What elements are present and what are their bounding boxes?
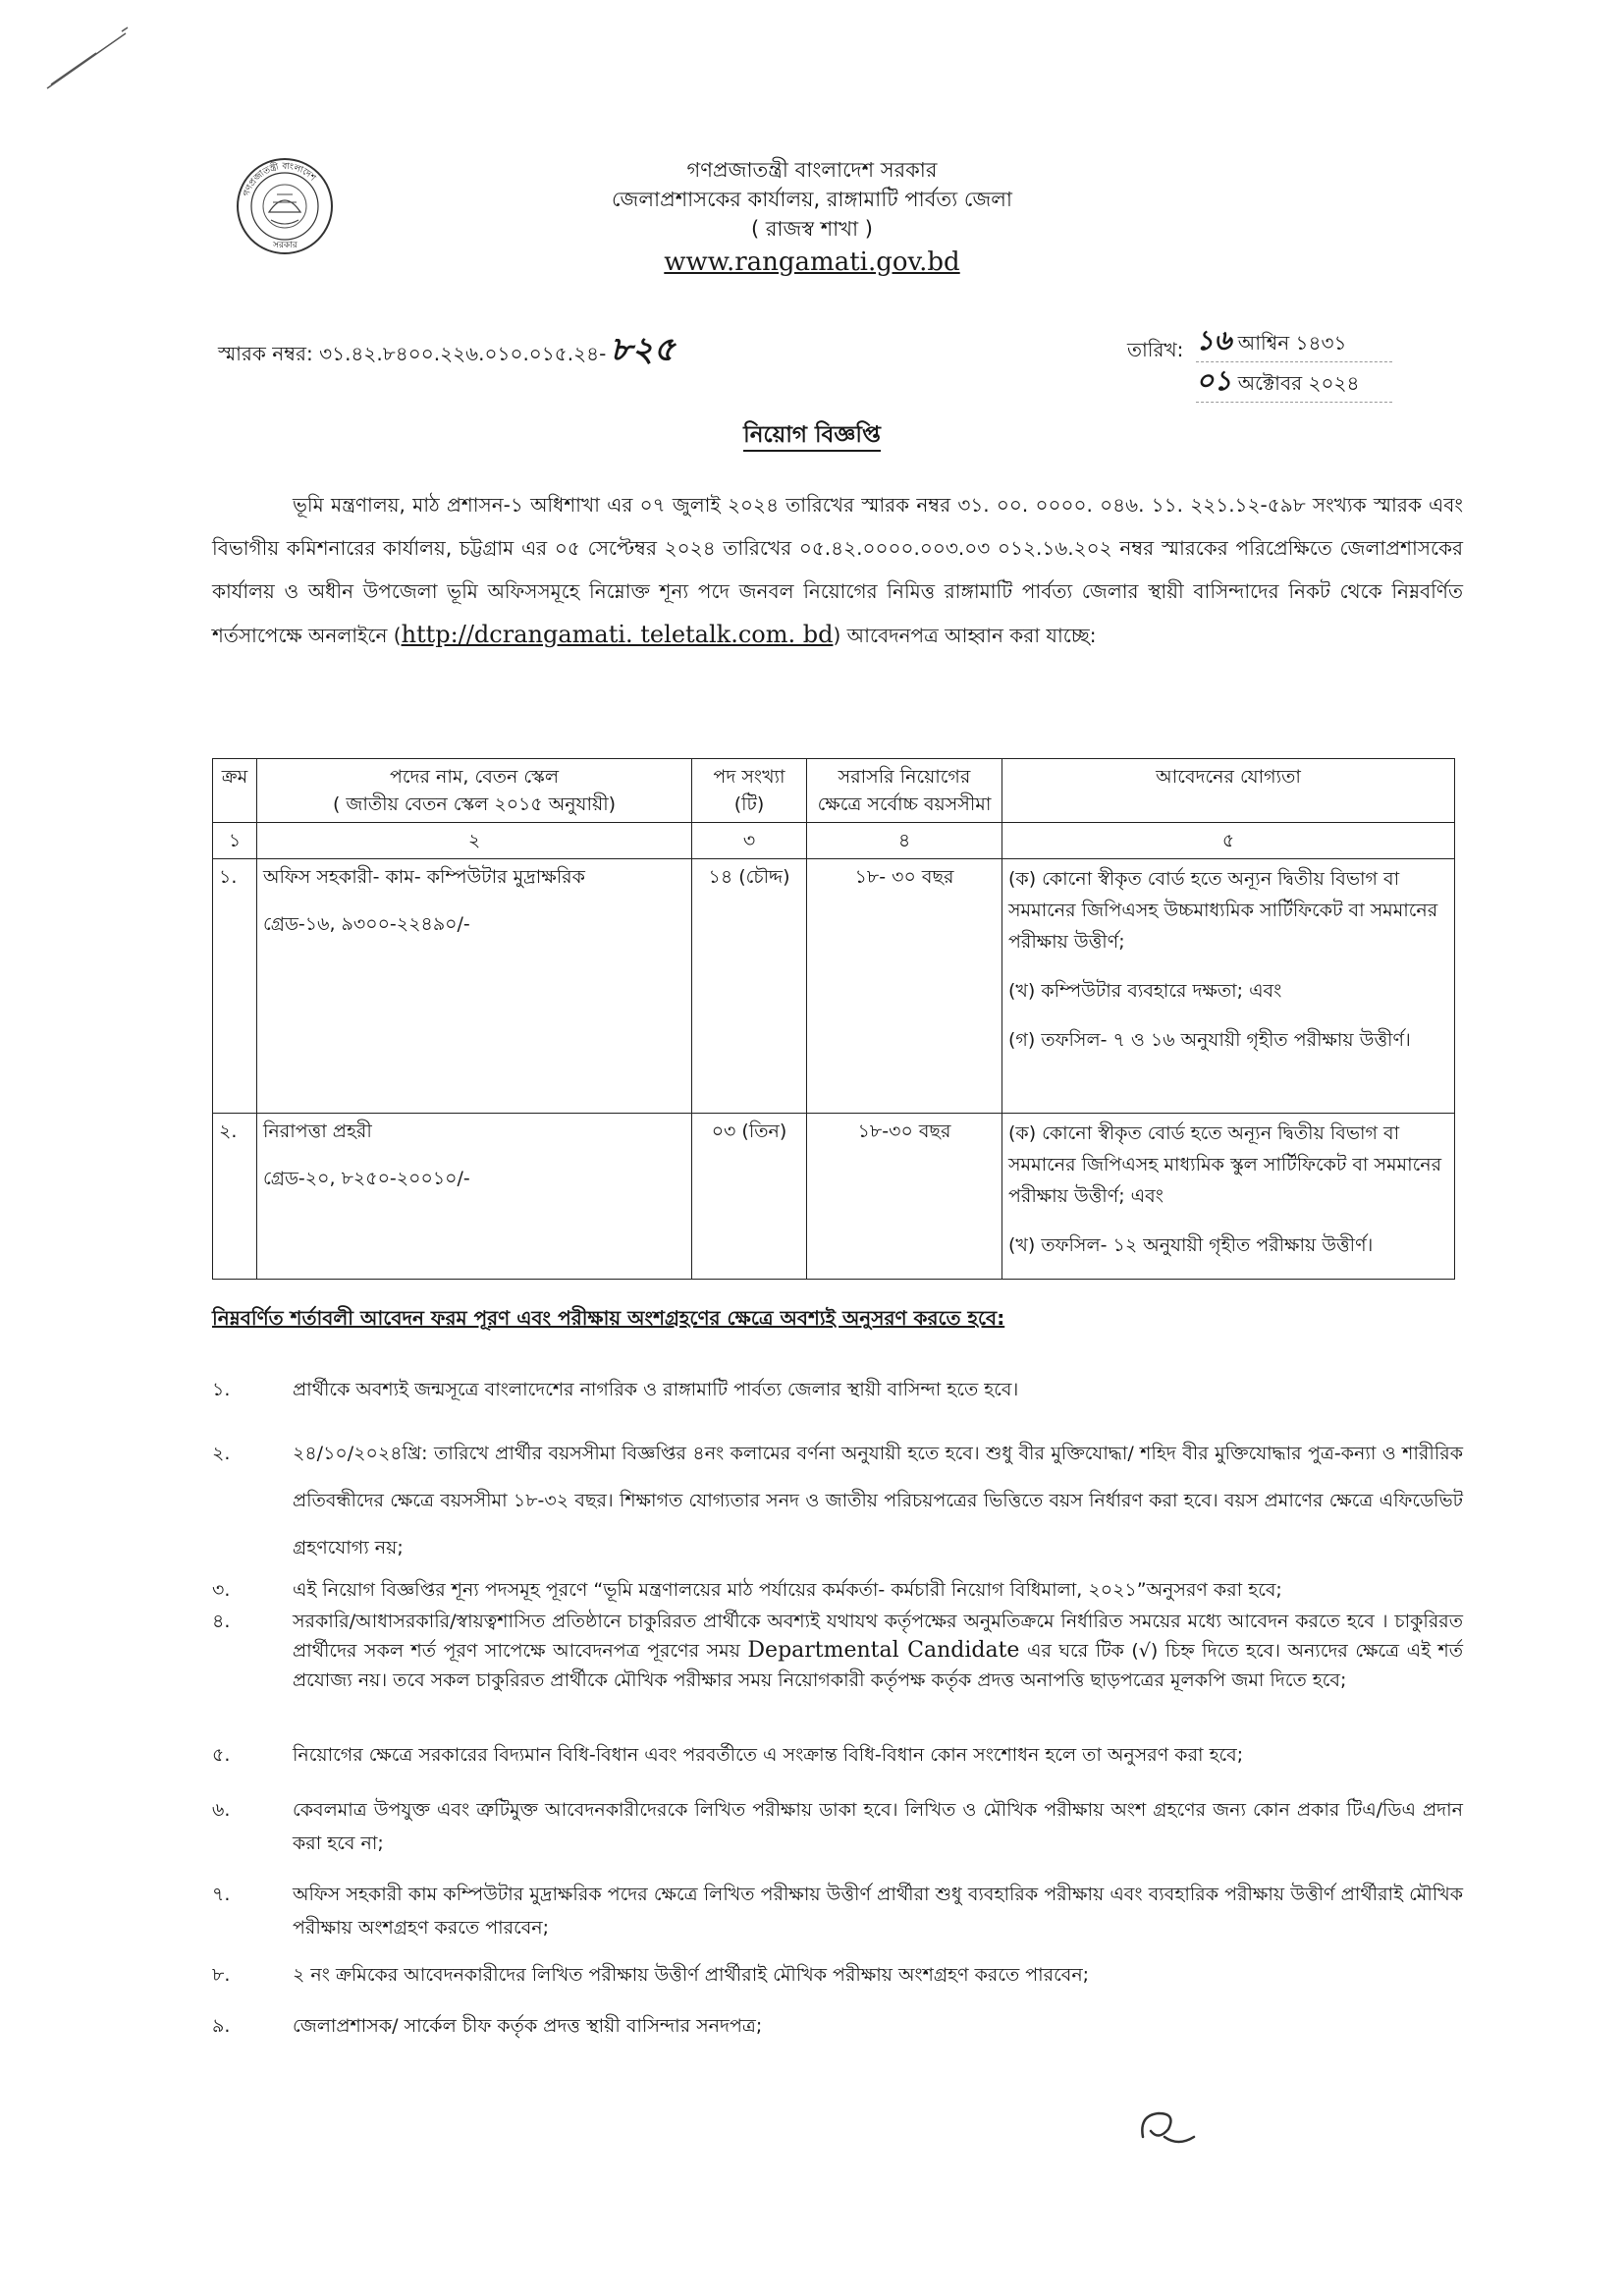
date-english: ০১ অক্টোবর ২০২৪ — [1196, 362, 1392, 403]
header-line-office: জেলাপ্রশাসকের কার্যালয়, রাঙ্গামাটি পার্বত্য জেলা — [612, 188, 1012, 211]
memo-number — [218, 324, 676, 380]
seal-text-top: গণপ্রজাতন্ত্রী বাংলাদেশ — [242, 161, 318, 198]
table-row: ১. অফিস সহকারী- কাম- কম্পিউটার মুদ্রাক্ষরিক গ্রেড-১৬, ৯৩০০-২২৪৯০/- ১৪ (চৌদ্দ) ১৮- ৩০ বছর (ক) কোনো স্বীকৃত বোর্ড হতে অন্যূন দ্বিতীয় বিভাগ বা সমমানের জিপিএসহ উচ্চমাধ্যমিক সার্টিফিকেট বা সমমানের পরীক্ষায় উত্তীর্ণ; (খ) কম্পিউটার ব্যবহারে দক্ষতা; এবং (গ) তফসিল- ৭ ও ১৬ অনুযায়ী গৃহীত পরীক্ষায় উত্তীর্ণ। — [213, 859, 1455, 1114]
condition-item: ৯. জেলাপ্রশাসক/ সার্কেল চীফ কর্তৃক প্রদত্ত স্থায়ী বাসিন্দার সনদপত্র; — [212, 2015, 763, 2037]
pen-scribble — [37, 20, 135, 98]
header-age: সরাসরি নিয়োগের ক্ষেত্রে সর্বোচ্চ বয়সসীমা — [807, 759, 1002, 823]
condition-item: ৫. নিয়োগের ক্ষেত্রে সরকারের বিদ্যমান বিধি-বিধান এবং পরবর্তীতে এ সংক্রান্ত বিধি-বিধান কোন সংশোধন হলে তা অনুসরণ করা হবে; — [212, 1744, 1244, 1766]
table-index-row: ১ ২ ৩ ৪ ৫ — [213, 823, 1455, 859]
application-link[interactable]: http://dcrangamati. teletalk.com. bd — [401, 621, 834, 648]
memo-handwritten-number: ৮২৫ — [610, 330, 676, 369]
condition-item: ১. প্রার্থীকে অবশ্যই জন্মসূত্রে বাংলাদেশের নাগরিক ও রাঙ্গামাটি পার্বত্য জেলার স্থায়ী বাসিন্দা হতে হবে। — [212, 1379, 1019, 1400]
table-row: ২. নিরাপত্তা প্রহরী গ্রেড-২০, ৮২৫০-২০০১০/- ০৩ (তিন) ১৮-৩০ বছর (ক) কোনো স্বীকৃত বোর্ড হতে অন্যূন দ্বিতীয় বিভাগ বা সমমানের জিপিএসহ মাধ্যমিক স্কুল সার্টিফিকেট বা সমমানের পরীক্ষায় উত্তীর্ণ; এবং (খ) তফসিল- ১২ অনুযায়ী গৃহীত পরীক্ষায় উত্তীর্ণ। — [213, 1114, 1455, 1280]
header-serial: ক্রম — [213, 759, 257, 823]
post-cell: অফিস সহকারী- কাম- কম্পিউটার মুদ্রাক্ষরিক গ্রেড-১৬, ৯৩০০-২২৪৯০/- — [257, 859, 692, 1114]
posts-table — [212, 758, 1455, 1280]
condition-item: ৪. সরকারি/আধাসরকারি/স্বায়ত্বশাসিত প্রতিষ্ঠানে চাকুরিরত প্রার্থীকে অবশ্যই যথাযথ কর্তৃপক্ষের অনুমতিক্রমে নির্ধারিত সময়ের মধ্যে আবেদন করতে হবে । চাকুরিরত প্রার্থীদের সকল শর্ত পূরণ সাপেক্ষে আবেদনপত্র পূরণের সময় Departmental Candidate এর ঘরে টিক (√) চিহ্ন দিতে হবে। অন্যদের ক্ষেত্রে এই শর্ত প্রযোজ্য নয়। তবে সকল চাকুরিরত প্রার্থীকে মৌখিক পরীক্ষার সময় নিয়োগকারী কর্তৃপক্ষ কর্তৃক প্রদত্ত অনাপত্তি ছাড়পত্রের মূলকপি জমা দিতে হবে; — [212, 1611, 1463, 1691]
qualification-cell: (ক) কোনো স্বীকৃত বোর্ড হতে অন্যূন দ্বিতীয় বিভাগ বা সমমানের জিপিএসহ উচ্চমাধ্যমিক সার্টিফিকেট বা সমমানের পরীক্ষায় উত্তীর্ণ; (খ) কম্পিউটার ব্যবহারে দক্ষতা; এবং (গ) তফসিল- ৭ ও ১৬ অনুযায়ী গৃহীত পরীক্ষায় উত্তীর্ণ। — [1002, 859, 1455, 1114]
date-block — [1196, 322, 1392, 403]
post-cell: নিরাপত্তা প্রহরী গ্রেড-২০, ৮২৫০-২০০১০/- — [257, 1114, 692, 1280]
condition-item: ৩. এই নিয়োগ বিজ্ঞপ্তির শূন্য পদসমূহ পূরণে “ভূমি মন্ত্রণালয়ের মাঠ পর্যায়ের কর্মকর্তা- কর্মচারী নিয়োগ বিধিমালা, ২০২১”অনুসরণ করা হবে; — [212, 1579, 1282, 1601]
header-website-link[interactable]: www.rangamati.gov.bd — [664, 247, 960, 277]
table-header-row — [213, 759, 1455, 823]
conditions-title: নিম্নবর্ণিত শর্তাবলী আবেদন ফরম পূরণ এবং পরীক্ষায় অংশগ্রহণের ক্ষেত্রে অবশ্যই অনুসরণ করতে হবে: — [212, 1306, 1005, 1330]
header-qualification: আবেদনের যোগ্যতা — [1002, 759, 1455, 823]
condition-item: ২. ২৪/১০/২০২৪খ্রি: তারিখে প্রার্থীর বয়সসীমা বিজ্ঞপ্তির ৪নং কলামের বর্ণনা অনুযায়ী হতে হবে। শুধু বীর মুক্তিযোদ্ধা/ শহিদ বীর মুক্তিযোদ্ধার পুত্র-কন্যা ও শারীরিক প্রতিবন্ধীদের ক্ষেত্রে বয়সসীমা ১৮-৩২ বছর। শিক্ষাগত যোগ্যতার সনদ ও জাতীয় পরিচয়পত্রের ভিত্তিতে বয়স নির্ধারণ করা হবে। বয়স প্রমাণের ক্ষেত্রে এফিডেভিট গ্রহণযোগ্য নয়; — [212, 1443, 1463, 1558]
header-line-government: গণপ্রজাতন্ত্রী বাংলাদেশ সরকার — [686, 158, 938, 182]
condition-item: ৮. ২ নং ক্রমিকের আবেদনকারীদের লিখিত পরীক্ষায় উত্তীর্ণ প্রার্থীরাই মৌখিক পরীক্ষায় অংশগ্রহণ করতে পারবেন; — [212, 1964, 1090, 1986]
date-label: তারিখ: — [1127, 338, 1184, 361]
handwritten-initials — [1129, 2098, 1208, 2166]
memo-label: স্মারক নম্বর: ৩১.৪২.৮৪০০.২২৬.০১০.০১৫.২৪- — [218, 342, 607, 365]
page-title: নিয়োগ বিজ্ঞপ্তি — [0, 416, 1624, 455]
header-count: পদ সংখ্যা (টি) — [692, 759, 807, 823]
seal-text-bottom: সরকার — [273, 241, 298, 250]
intro-paragraph: ভূমি মন্ত্রণালয়, মাঠ প্রশাসন-১ অধিশাখা এর ০৭ জুলাই ২০২৪ তারিখের স্মারক নম্বর ৩১. ০০. ০০০০. ০৪৬. ১১. ২২১.১২-৫৯৮ সংখ্যক স্মারক এবং বিভাগীয় কমিশনারের কার্যালয়, চট্টগ্রাম এর ০৫ সেপ্টেম্বর ২০২৪ তারিখের ০৫.৪২.০০০০.০০৩.০৩ ০১২.১৬.২০২ নম্বর স্মারকের পরিপ্রেক্ষিতে জেলাপ্রশাসকের কার্যালয় ও অধীন উপজেলা ভূমি অফিসসমূহে নিম্নোক্ত শূন্য পদে জনবল নিয়োগের নিমিত্ত রাঙ্গামাটি পার্বত্য জেলার স্থায়ী বাসিন্দাদের নিকট থেকে নিম্নবর্ণিত শর্তসাপেক্ষে অনলাইনে (http://dcrangamati. teletalk.com. bd) আবেদনপত্র আহ্বান করা যাচ্ছে: — [212, 493, 1463, 648]
condition-item: ৭. অফিস সহকারী কাম কম্পিউটার মুদ্রাক্ষরিক পদের ক্ষেত্রে লিখিত পরীক্ষায় উত্তীর্ণ প্রার্থীরা শুধু ব্যবহারিক পরীক্ষায় এবং ব্যবহারিক পরীক্ষায় উত্তীর্ণ প্রার্থীরাই মৌখিক পরীক্ষায় অংশগ্রহণ করতে পারবেন; — [212, 1884, 1463, 1939]
condition-item: ৬. কেবলমাত্র উপযুক্ত এবং ত্রুটিমুক্ত আবেদনকারীদেরকে লিখিত পরীক্ষায় ডাকা হবে। লিখিত ও মৌখিক পরীক্ষায় অংশ গ্রহণের জন্য কোন প্রকার টিএ/ডিএ প্রদান করা হবে না; — [212, 1799, 1463, 1854]
date-bangla: ১৬ আশ্বিন ১৪৩১ — [1196, 322, 1392, 362]
qualification-cell: (ক) কোনো স্বীকৃত বোর্ড হতে অন্যূন দ্বিতীয় বিভাগ বা সমমানের জিপিএসহ মাধ্যমিক স্কুল সার্টিফিকেট বা সমমানের পরীক্ষায় উত্তীর্ণ; এবং (খ) তফসিল- ১২ অনুযায়ী গৃহীত পরীক্ষায় উত্তীর্ণ। — [1002, 1114, 1455, 1280]
header-line-branch: ( রাজস্ব শাখা ) — [750, 217, 874, 241]
header-post: পদের নাম, বেতন স্কেল ( জাতীয় বেতন স্কেল ২০১৫ অনুযায়ী) — [257, 759, 692, 823]
